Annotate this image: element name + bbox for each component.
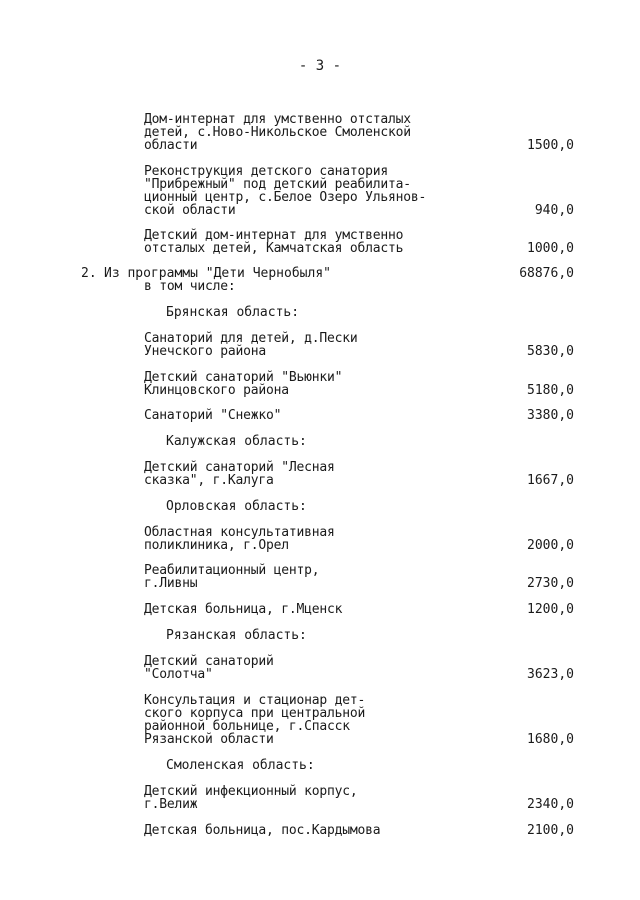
entry-value: 5180,0 [527, 383, 574, 398]
region-heading: Орловская область: [166, 499, 307, 514]
entry-text: Детский дом-интернат для умственно отсталых детей, Камчатская область [144, 228, 404, 256]
region-heading: Рязанская область: [166, 628, 307, 643]
entry-value: 1200,0 [527, 602, 574, 617]
section-title: Из программы "Дети Чернобыля" [104, 266, 331, 281]
entry-text: Областная консультативная поликлиника, г.Орел [144, 525, 335, 553]
section-subtitle: в том числе: [144, 279, 236, 294]
entry-value: 2000,0 [527, 538, 574, 553]
entry-value: 1000,0 [527, 241, 574, 256]
entry-value: 2730,0 [527, 576, 574, 591]
entry-text: Реконструкция детского санатория "Прибрежный" под детский реабилита- ционный центр, с.Белое Озеро Ульянов- ской области [144, 164, 427, 218]
entry-text: Детский санаторий "Солотча" [144, 654, 274, 682]
entry-value: 2340,0 [527, 797, 574, 812]
section-value: 68876,0 [519, 266, 574, 281]
region-heading: Калужская область: [166, 434, 307, 449]
entry-text: Детский санаторий "Вьюнки" Клинцовского района [144, 370, 343, 398]
entry-text: Дом-интернат для умственно отсталых детей, с.Ново-Никольское Смоленской области [144, 112, 411, 153]
region-heading: Смоленская область: [166, 758, 315, 773]
entry-text: Детский инфекционный корпус, г.Велиж [144, 784, 358, 812]
entry-value: 3380,0 [527, 408, 574, 423]
region-heading: Брянская область: [166, 305, 300, 320]
entry-value: 3623,0 [527, 667, 574, 682]
entry-text: Консультация и стационар дет- ского корпуса при центральной районной больнице, г.Спасск Рязанской области [144, 693, 366, 747]
entry-text: Детский санаторий "Лесная сказка", г.Калуга [144, 460, 335, 488]
entry-value: 1500,0 [527, 138, 574, 153]
entry-text: Детская больница, пос.Кардымова [144, 823, 381, 838]
section-number: 2. [81, 266, 97, 281]
page-number: - 3 - [298, 58, 342, 74]
entry-text: Детская больница, г.Мценск [144, 602, 343, 617]
entry-text: Санаторий для детей, д.Пески Унечского района [144, 331, 358, 359]
entry-value: 1667,0 [527, 473, 574, 488]
entry-value: 1680,0 [527, 732, 574, 747]
entry-text: Санаторий "Снежко" [144, 408, 282, 423]
entry-value: 5830,0 [527, 344, 574, 359]
entry-text: Реабилитационный центр, г.Ливны [144, 563, 320, 591]
entry-value: 2100,0 [527, 823, 574, 838]
entry-value: 940,0 [534, 203, 574, 218]
